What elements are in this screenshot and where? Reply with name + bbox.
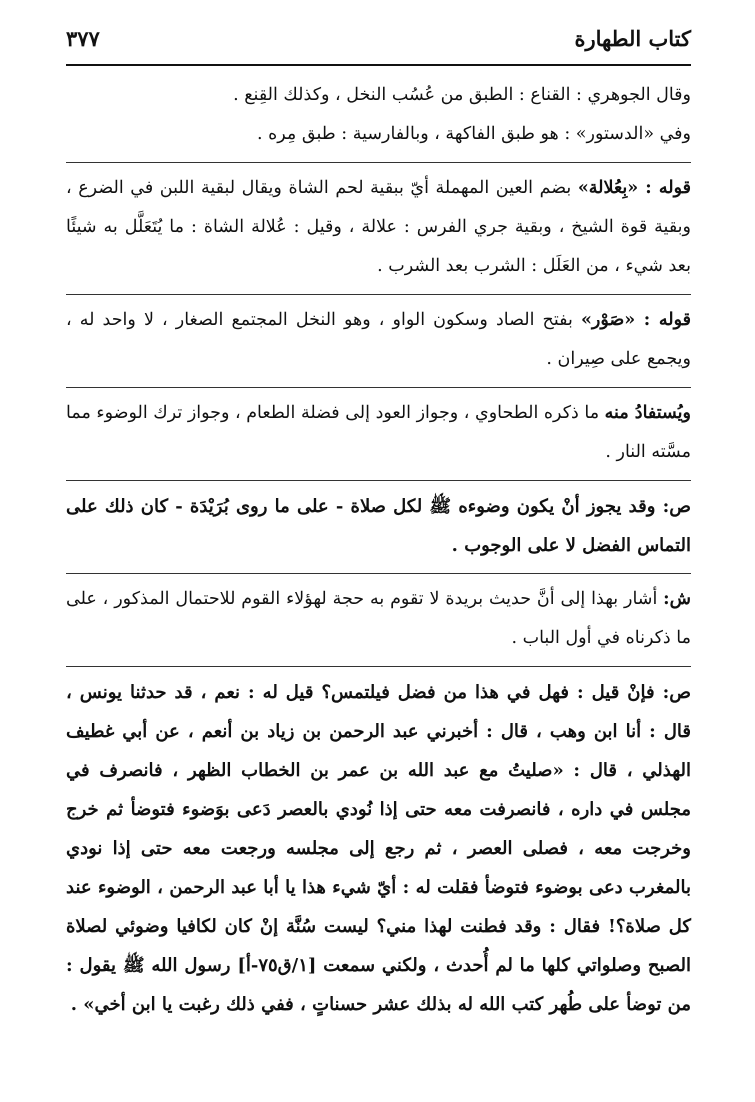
header-rule xyxy=(66,64,691,66)
paragraph-lead: قوله : «صَوْر» xyxy=(580,310,691,330)
paragraph-text: أشار بهذا إلى أنَّ حديث بريدة لا تقوم به حجة لهؤلاء القوم للاحتمال المذكور ، على ما ذكرناه في أول الباب . xyxy=(66,589,691,648)
paragraph-text: ما ذكره الطحاوي ، وجواز العود إلى فضلة الطعام ، وجواز ترك الوضوء مما مسَّته النار . xyxy=(66,403,691,462)
section-divider xyxy=(66,666,691,667)
paragraph-lead: ش: xyxy=(663,589,691,609)
paragraph-text: وقد يجوز أنْ يكون وضوءه ﷺ لكل صلاة - على ما روى بُرَيْدَة - كان ذلك على التماس الفضل لا على الوجوب . xyxy=(66,496,691,556)
paragraph-sawr xyxy=(66,301,691,379)
paragraph-text: بضم العين المهملة أيّ ببقية لحم الشاة ويقال لبقية اللبن في الضرع ، وبقية قوة الشيخ ، وبقية جري الفرس : علالة ، وقيل : عُلالة الشاة : ما يُتَعَلَّل به شيئًا بعد شيء ، من العَلَل : الشرب بعد الشرب . xyxy=(66,178,691,276)
paragraph-lead: ويُستفادُ منه xyxy=(604,403,691,423)
chapter-title: كتاب الطهارة xyxy=(574,26,691,51)
section-divider xyxy=(66,573,691,574)
page-number: ٣٧٧ xyxy=(66,26,100,51)
paragraph-dustur xyxy=(66,115,691,154)
paragraph-yustafad xyxy=(66,394,691,472)
section-divider xyxy=(66,480,691,481)
paragraph-text: بفتح الصاد وسكون الواو ، وهو النخل المجتمع الصغار ، لا واحد له ، ويجمع على صِيران . xyxy=(66,310,691,369)
section-divider xyxy=(66,387,691,388)
paragraph-lead: قوله : «بِعُلالة» xyxy=(577,178,691,198)
running-header xyxy=(66,26,691,60)
paragraph-shin xyxy=(66,580,691,658)
paragraph-text: وقال الجوهري : القناع : الطبق من عُسُب النخل ، وكذلك القِنع . xyxy=(233,85,691,105)
paragraph-jawhari xyxy=(66,76,691,115)
section-divider xyxy=(66,162,691,163)
paragraph-sad-2 xyxy=(66,673,691,1024)
paragraph-sad-1 xyxy=(66,487,691,565)
paragraph-text: فإنْ قيل : فهل في هذا من فضل فيلتمس؟ قيل له : نعم ، قد حدثنا يونس ، قال : أنا ابن وهب ، قال : أخبرني عبد الرحمن بن زياد بن أنعم ، عن أبي غطيف الهذلي ، قال : «صليتُ مع عبد الله بن عمر بن الخطاب الظهر ، فانصرف في مجلس في داره ، فانصرفت معه حتى إذا نُودي بالعصر دَعى بوَضوء فتوضأ ثم خرج وخرجت معه ، فصلى العصر ، ثم رجع إلى مجلسه ورجعت معه حتى إذا نودي بالمغرب دعى بوضوء فتوضأ فقلت له : أيّ شيء هذا يا أبا عبد الرحمن ، الوضوء عند كل صلاة؟! فقال : وقد فطنت لهذا مني؟ ليست سُنَّة إنْ كان لكافيا وضوئي لصلاة الصبح وصلواتي كلها ما لم أُحدث ، ولكني سمعت [١/ق٧٥-أ] رسول الله ﷺ يقول : من توضأ على طُهر كتب الله له بذلك عشر حسناتٍ ، ففي ذلك رغبت يا ابن أخي» . xyxy=(66,682,691,1015)
paragraph-lead: ص: xyxy=(662,496,691,517)
paragraph-lead: ص: xyxy=(662,682,691,703)
paragraph-text: وفي «الدستور» : هو طبق الفاكهة ، وبالفارسية : طبق مِره . xyxy=(256,124,691,144)
section-divider xyxy=(66,294,691,295)
paragraph-ulala xyxy=(66,169,691,286)
